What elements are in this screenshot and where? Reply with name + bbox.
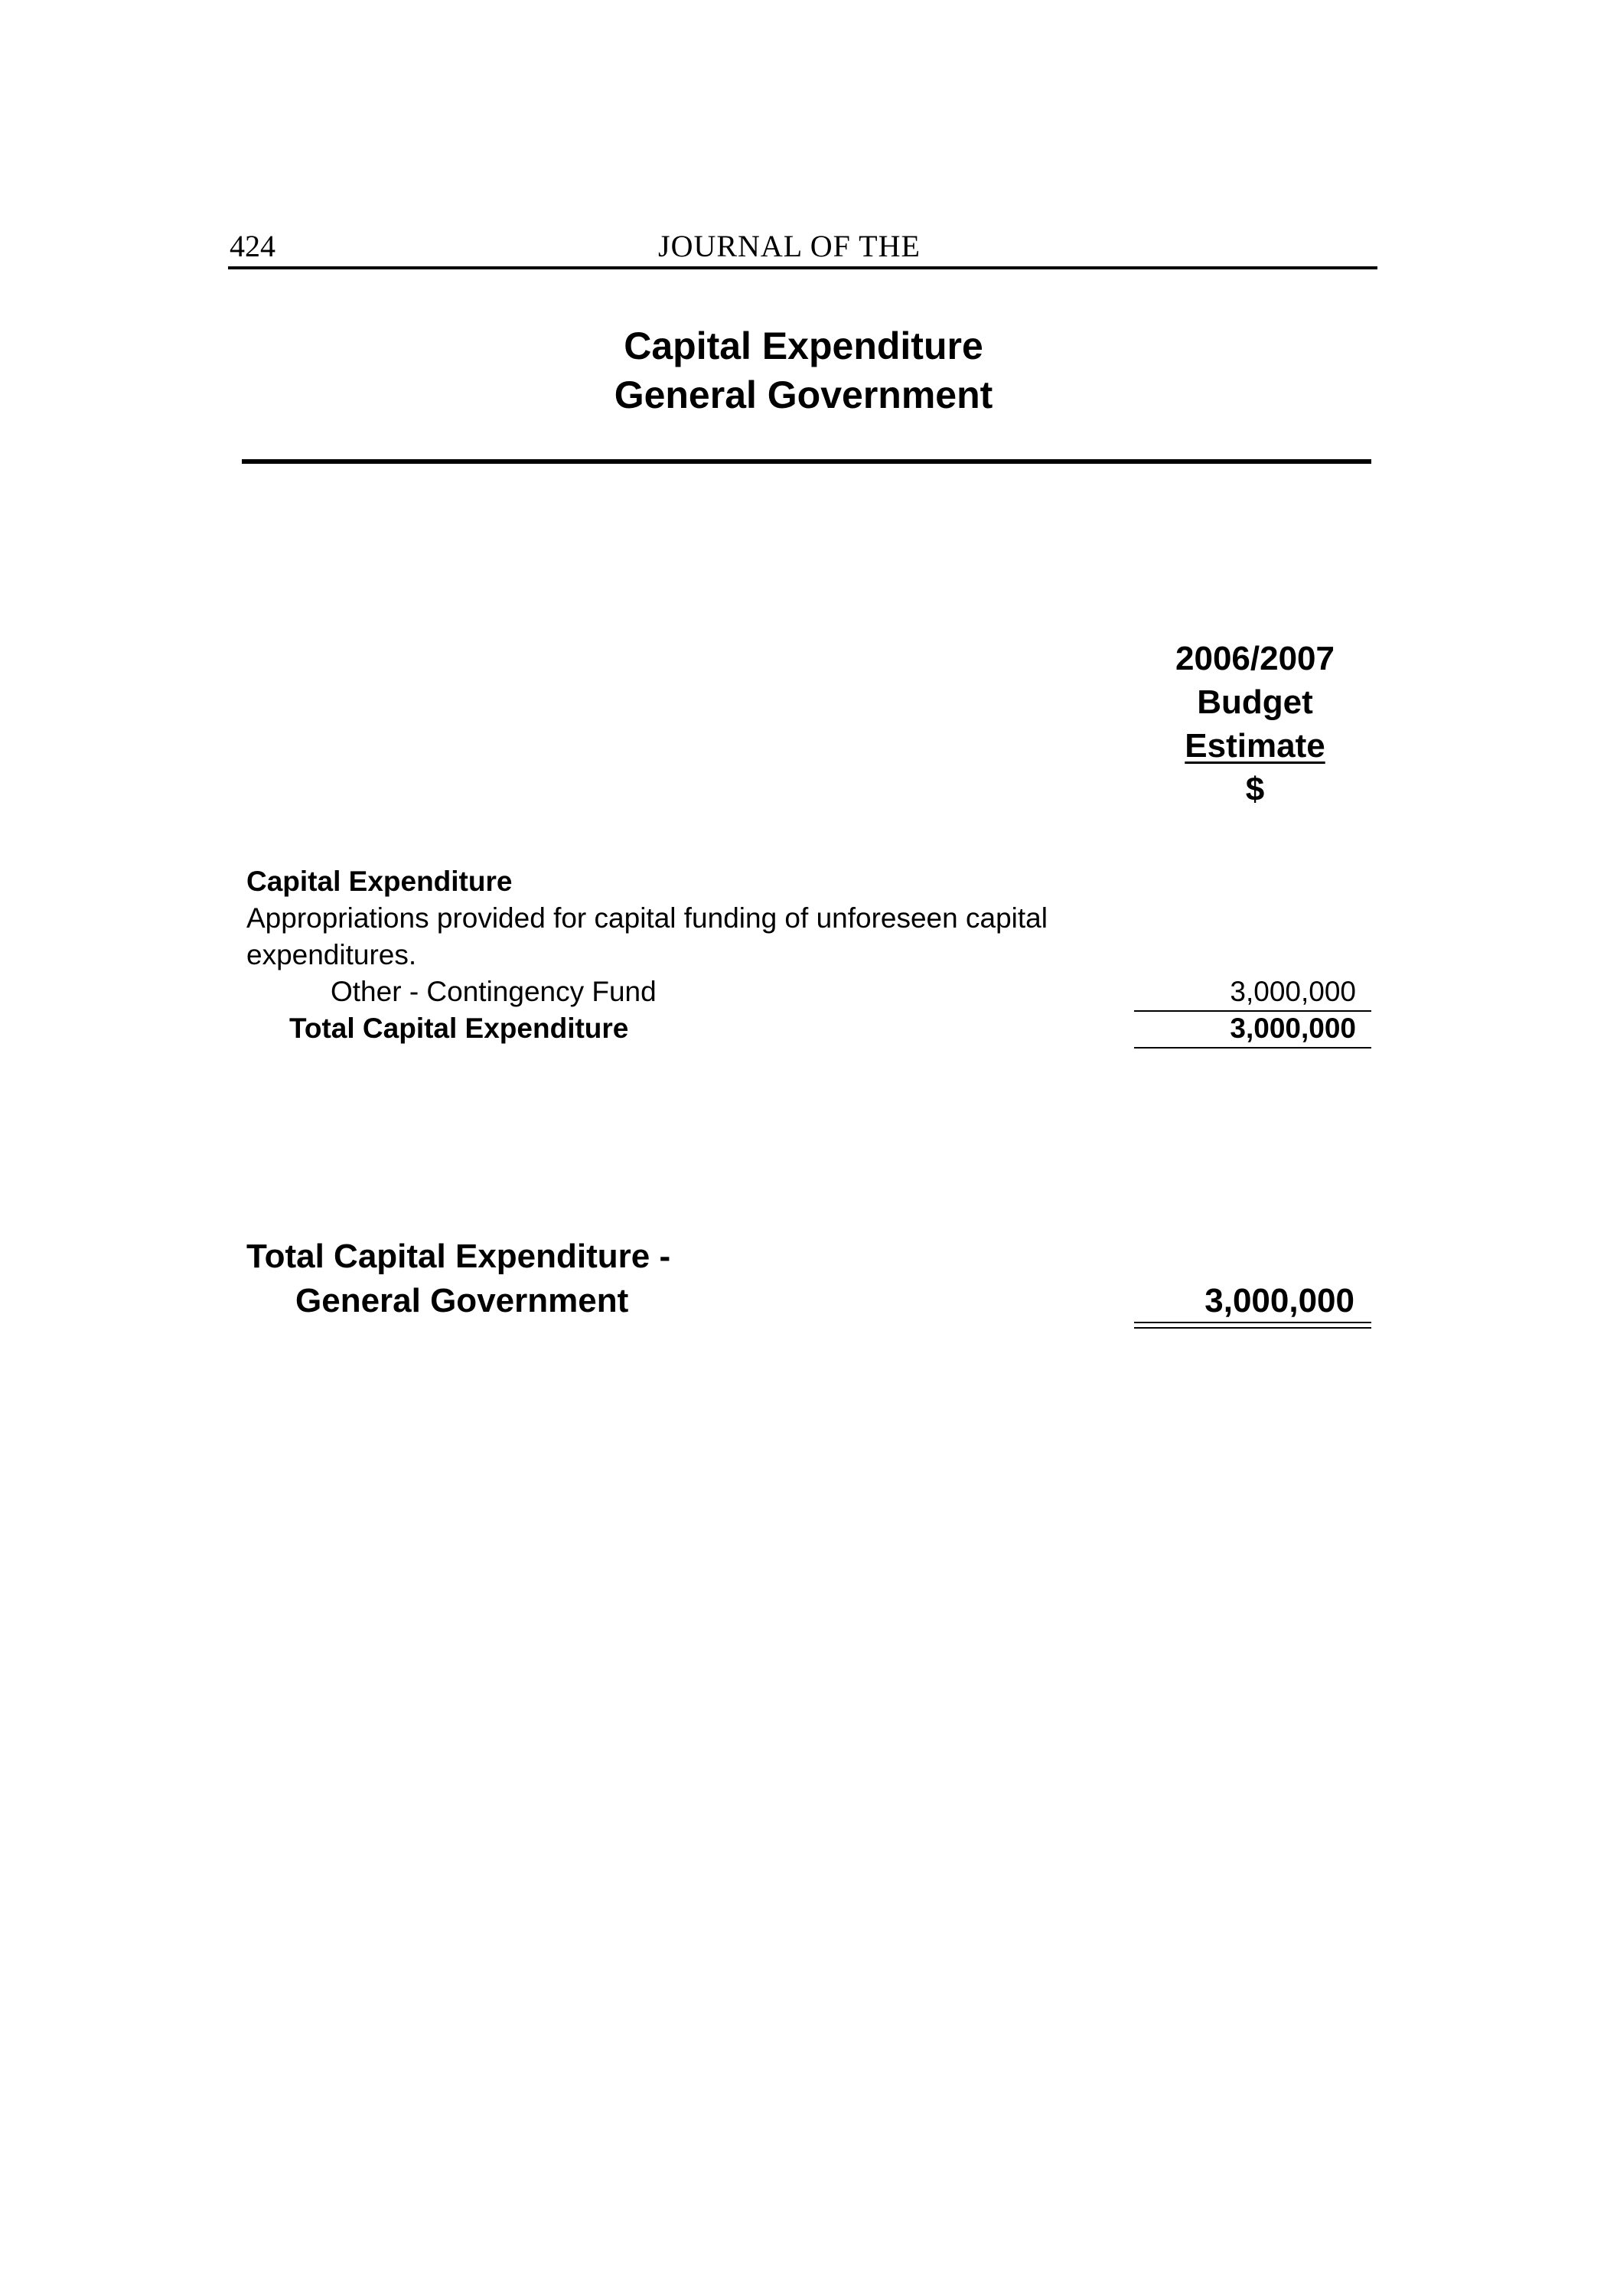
- grand-total-label-line-1: Total Capital Expenditure -: [246, 1238, 671, 1275]
- grand-total-value: 3,000,000: [1204, 1282, 1354, 1319]
- subtotal-label: Total Capital Expenditure: [289, 1013, 629, 1044]
- page-number: 424: [230, 229, 275, 263]
- column-estimate: Estimate: [1185, 727, 1325, 765]
- subtotal-rule: [1134, 1047, 1371, 1049]
- column-year: 2006/2007: [1175, 640, 1335, 677]
- line-item-label: Other - Contingency Fund: [331, 976, 657, 1007]
- title-line-1: Capital Expenditure: [624, 325, 983, 367]
- grand-total-label-line-2: General Government: [295, 1282, 629, 1319]
- column-budget: Budget: [1197, 683, 1313, 721]
- journal-title: JOURNAL OF THE: [658, 229, 921, 263]
- column-currency: $: [1245, 771, 1265, 808]
- title-rule: [242, 459, 1371, 464]
- grand-total-rule-bottom: [1134, 1327, 1371, 1329]
- line-item-value: 3,000,000: [1230, 976, 1356, 1007]
- page-title: [0, 321, 1607, 419]
- header-rule: [228, 266, 1377, 269]
- section-description: Appropriations provided for capital funding of unforeseen capital expenditures.: [246, 902, 1048, 970]
- subtotal-value: 3,000,000: [1230, 1013, 1356, 1044]
- section-heading: Capital Expenditure: [246, 866, 513, 897]
- title-line-2: General Government: [614, 373, 993, 416]
- grand-total-rule-top: [1134, 1322, 1371, 1323]
- column-heading: [1133, 637, 1377, 811]
